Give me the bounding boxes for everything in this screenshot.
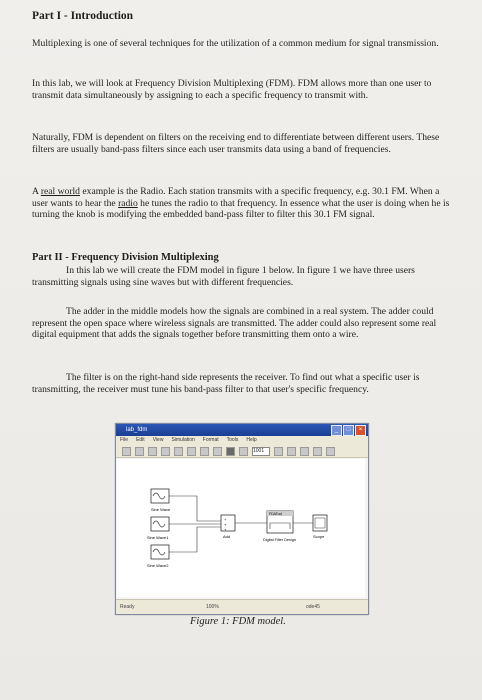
part2-paragraph-1: In this lab we will create the FDM model in figure 1 below. In figure 1 we have three users transmitting signals using sine waves but with different frequencies. [32,265,415,288]
part1-paragraph-1: Multiplexing is one of several techniques for the utilization of a common medium for signal transmission. [32,38,439,49]
sine-wave-block-2[interactable] [151,517,169,531]
model-explorer-icon[interactable] [313,447,322,456]
open-icon[interactable] [135,447,144,456]
sine-wave-label-1: Sine Wave [151,507,171,512]
model-canvas[interactable] [117,459,365,597]
menu-help[interactable]: Help [246,437,257,443]
svg-text:+: + [224,527,227,532]
save-icon[interactable] [148,447,157,456]
status-bar [116,599,368,614]
sine-wave-block-3[interactable] [151,545,169,559]
menu-file[interactable]: File [120,437,129,443]
window-title: lab_fdm [126,427,148,433]
radio-text-3: he tunes the radio to that frequency. In essence what the user is doing when he is turning the knob is modifying the embedded band-pass filter to filter this 30.1 FM signal. [32,197,450,220]
menu-edit[interactable]: Edit [136,437,145,443]
play-icon[interactable] [226,447,235,456]
menubar [116,436,368,445]
close-icon[interactable]: × [355,425,366,436]
signal-line-3 [169,527,221,552]
menu-view[interactable]: View [152,437,164,443]
maximize-icon[interactable]: □ [343,425,354,436]
part1-paragraph-3: Naturally, FDM is dependent on filters on the receiving end to differentiate between different users. These filters are usually band-pass filters since each user transmits data using a band of frequencies. [32,132,440,155]
stop-icon[interactable] [239,447,248,456]
part2-paragraph-2: The adder in the middle models how the signals are combined in a real system. The adder could represent the open space where wireless signals are transmitted. The adder could also represent some real digital equipment that adds the signals together before transmitting them onto a wire. [32,306,437,340]
sim-time-input[interactable]: 1001 [252,447,270,456]
figure-caption: Figure 1: FDM model. [190,616,286,627]
paste-icon[interactable] [200,447,209,456]
svg-text:+: + [224,517,227,522]
real-world-link[interactable]: real world [40,186,80,197]
toolbar [116,445,368,458]
signal-line-1 [169,496,221,521]
status-ready: Ready [120,604,135,610]
part2-paragraph-3: The filter is on the right-hand side represents the receiver. To find out what a specific user is transmitting, the receiver must tune his band-pass filter to that user's specific frequency. [32,372,420,395]
menu-tools[interactable]: Tools [226,437,239,443]
part1-paragraph-radio [32,186,452,221]
adder-label: Add [223,534,231,539]
radio-text-1: A [32,186,41,197]
refresh-icon[interactable] [326,447,335,456]
copy-icon[interactable] [187,447,196,456]
filter-label: Digital Filter Design [263,538,296,542]
simulink-window [115,423,369,615]
cut-icon[interactable] [174,447,183,456]
menu-simulation[interactable]: Simulation [171,437,195,443]
part1-title: Part I - Introduction [32,10,134,22]
menu-format[interactable]: Format [202,437,219,443]
sine-wave-label-2: Sine Wave1 [147,535,169,540]
status-solver: ode45 [306,604,320,610]
scope-label: Scope [313,534,325,539]
part2-title: Part II - Frequency Division Multiplexing [32,252,219,263]
new-icon[interactable] [122,447,131,456]
radio-text-2: example is the Radio. Each station transmits with a specific frequency, e.g. 30.1 FM. When a user wants to hear the [32,186,440,209]
sine-wave-label-3: Sine Wave2 [147,563,169,568]
window-titlebar [116,424,368,436]
debug-icon[interactable] [300,447,309,456]
library-icon[interactable] [274,447,283,456]
minimize-icon[interactable]: _ [331,425,342,436]
adder-block[interactable] [221,515,235,532]
part1-paragraph-2: In this lab, we will look at Frequency Division Multiplexing (FDM). FDM allows more than one user to transmit data simultaneously by assigning to each a specific frequency to transmit with. [32,78,432,101]
status-zoom: 100% [206,604,219,610]
undo-icon[interactable] [213,447,222,456]
filter-tag: FDATool [269,512,283,516]
build-icon[interactable] [287,447,296,456]
model-diagram [117,459,365,597]
print-icon[interactable] [161,447,170,456]
radio-link[interactable]: radio [118,197,138,209]
scope-block[interactable] [313,515,327,531]
svg-text:+: + [224,522,227,527]
sine-wave-block-1[interactable] [151,489,169,503]
